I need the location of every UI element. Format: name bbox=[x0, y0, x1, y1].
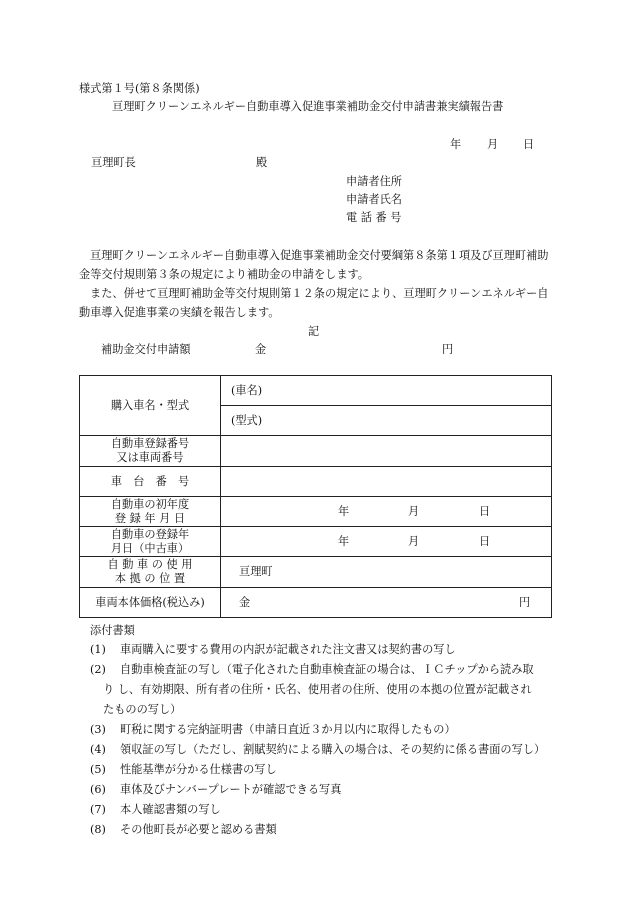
chassis-number-label: 車 台 番 号 bbox=[80, 467, 221, 497]
amount-label: 補助金交付申請額 bbox=[101, 343, 191, 356]
applicant-name-label: 申請者氏名 bbox=[346, 193, 402, 206]
amount-yen: 円 bbox=[442, 343, 454, 356]
date-year: 年 bbox=[450, 138, 462, 151]
list-item: (8) その他町長が必要と認める書類 bbox=[90, 823, 277, 836]
vehicle-name-model-label: 購入車名・型式 bbox=[80, 376, 221, 436]
usage-location-label: 自 動 車 の 使 用 本 拠 の 位 置 bbox=[80, 557, 221, 588]
list-item: (4) 領収証の写し（ただし、割賦契約による購入の場合は、その契約に係る書面の写し） bbox=[90, 743, 546, 756]
first-registration-date-label: 自動車の初年度 登 録 年 月 日 bbox=[80, 497, 221, 527]
attachments-heading: 添付書類 bbox=[90, 624, 135, 637]
date-day: 日 bbox=[523, 138, 535, 151]
paragraph-report: また、併せて亘理町補助金等交付規則第１２条の規定により、亘理町クリーンエネルギー自動車導入促進事業の実績を報告します。 bbox=[79, 287, 549, 319]
addressee-honorific: 殿 bbox=[256, 156, 268, 169]
addressee-name: 亘理町長 bbox=[91, 156, 136, 169]
list-item: (5) 性能基準が分かる仕様書の写し bbox=[90, 763, 277, 776]
vehicle-info-table bbox=[79, 375, 552, 618]
chassis-number-field[interactable] bbox=[221, 467, 552, 497]
paragraph-application: 亘理町クリーンエネルギー自動車導入促進事業補助金交付要綱第８条第１項及び亘理町補助金等交付規則第３条の規定により補助金の申請をします。 bbox=[79, 249, 549, 281]
applicant-address-label: 申請者住所 bbox=[346, 175, 402, 188]
list-item: (6) 車体及びナンバープレートが確認できる写真 bbox=[90, 783, 342, 796]
list-item: (3) 町税に関する完納証明書（申請日直近３か月以内に取得したもの） bbox=[90, 723, 456, 736]
used-registration-date-field[interactable]: 年 月 日 bbox=[221, 527, 552, 557]
form-title: 亘理町クリーンエネルギー自動車導入促進事業補助金交付申請書兼実績報告書 bbox=[112, 100, 504, 113]
applicant-phone-label: 電 話 番 号 bbox=[346, 211, 402, 224]
attachments-list bbox=[90, 640, 550, 840]
registration-number-field[interactable] bbox=[221, 436, 552, 467]
list-item-continuation: たものの写し） bbox=[103, 703, 182, 716]
registration-number-label: 自動車登録番号 又は車両番号 bbox=[80, 436, 221, 467]
list-item: (1) 車両購入に要する費用の内訳が記載された注文書又は契約書の写し bbox=[90, 643, 456, 656]
ki-mark: 記 bbox=[308, 325, 320, 338]
first-registration-date-field[interactable]: 年 月 日 bbox=[221, 497, 552, 527]
list-item-continuation: り し、有効期限、所有者の住所・氏名、使用者の住所、使用の本拠の位置が記載され bbox=[103, 683, 532, 696]
date-month: 月 bbox=[487, 138, 499, 151]
used-registration-date-label: 自動車の登録年 月日（中古車） bbox=[80, 527, 221, 557]
vehicle-price-field[interactable]: 金 円 bbox=[221, 588, 552, 618]
list-item: (7) 本人確認書類の写し bbox=[90, 803, 221, 816]
form-label: 様式第１号(第８条関係) bbox=[79, 82, 200, 95]
list-item: (2) 自動車検査証の写し（電子化された自動車検査証の場合は、ＩＣチップから読み取 bbox=[90, 663, 534, 676]
usage-location-field[interactable]: 亘理町 bbox=[221, 557, 552, 588]
amount-kin: 金 bbox=[255, 343, 267, 356]
vehicle-price-label: 車両本体価格(税込み) bbox=[80, 588, 221, 618]
car-name-field[interactable]: (車名) bbox=[221, 376, 552, 406]
model-field[interactable]: (型式) bbox=[221, 406, 552, 436]
